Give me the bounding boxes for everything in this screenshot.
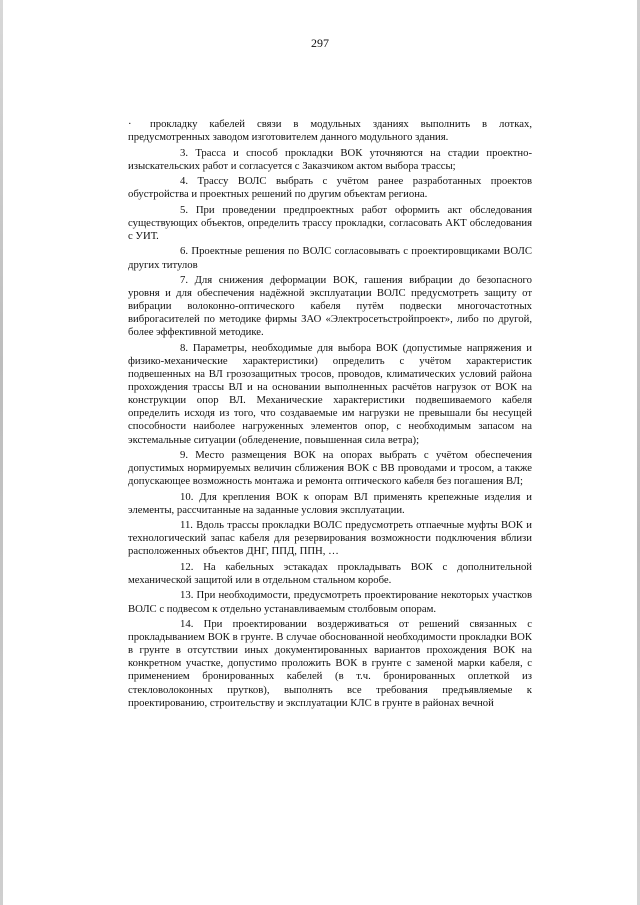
paragraph-6 [128,245,532,271]
paragraph-number: 7. [180,273,189,286]
paragraph-text: Параметры, необходимые для выбора ВОК (допустимые напряжения и физико-механические характеристики) определить с учётом характеристик подвешенных на ВЛ грозозащитных тросов, проводов, климатических условий района прохождения трассы ВЛ и на основании выполненных расчётов нагрузок от ВОК на конструкции опор ВЛ. Механические характеристики подвешиваемого кабеля определить исходя из того, что создаваемые им нагрузки не превышали бы несущей способности наиболее нагруженных элементов опор, с необходимым запасом на экстемальные ситуации (обледенение, повышенная сила ветра); [128,341,532,446]
page-number: 297 [311,36,329,50]
paragraph-12 [128,561,532,587]
paragraph-number: 14. [180,618,194,631]
paragraph-14 [128,618,532,710]
paragraph-number: 8. [180,341,189,354]
paragraph-text: Трасса и способ прокладки ВОК уточняются на стадии проектно-изыскательских работ и согласуется с Заказчиком актом выбора трассы; [128,146,533,172]
paragraph-text: Для крепления ВОК к опорам ВЛ применять крепежные изделия и элементы, рассчитанные на заданные условия эксплуатации. [128,490,532,516]
paragraph-number: 11. [180,519,193,532]
paragraph-number: 13. [180,589,194,602]
paragraph-11 [128,519,532,558]
paragraph-text: Проектные решения по ВОЛС согласовывать с проектировщиками ВОЛС других титулов [128,245,532,271]
paragraph-8 [128,342,532,447]
paragraph-number: 9. [180,448,189,461]
paragraph-text: При проведении предпроектных работ оформить акт обследования существующих объектов, определить трассу прокладки, согласовать АКТ обследования с УИТ. [128,203,532,242]
paragraph-5 [128,204,532,243]
paragraph-number: 4. [180,175,189,188]
paragraph-number: 5. [180,203,189,216]
paragraph-text: Место размещения ВОК на опорах выбрать с учётом обеспечения допустимых нормируемых величин сближения ВОК с ВВ проводами и тросом, а также допускающее возможность монтажа и ремонта оптического кабеля без погашения ВЛ; [128,448,533,488]
paragraph-text: Трассу ВОЛС выбрать с учётом ранее разработанных проектов обустройства и проектных решений по другим объектам региона. [128,175,533,201]
paragraph-7 [128,274,532,339]
paragraph-9 [128,449,532,488]
paragraph-text: При необходимости, предусмотреть проектирование некоторых участков ВОЛС с подвесом к отдельно устанавливаемым столбовым опорам. [128,589,533,615]
paragraph-number: 6. [180,245,189,258]
paragraph-number: 12. [180,560,194,573]
paragraph-text: прокладку кабелей связи в модульных зданиях выполнить в лотках, предусмотренных заводом изготовителем данного модульного здания. [128,118,532,144]
paragraph-continuation [128,118,532,144]
paragraph-number: 3. [180,146,189,159]
paragraph-text: На кабельных эстакадах прокладывать ВОК с дополнительной механической защитой или в отдельном стальном коробе. [128,560,533,586]
scan-edge-left [0,0,3,905]
paragraph-text: Вдоль трассы прокладки ВОЛС предусмотреть отпаечные муфты ВОК и технологический запас кабеля для резервирования возможности подключения вблизи расположенных объектов ДНГ, ППД, ППН, … [128,519,533,558]
opening-mark: · [128,118,132,130]
paragraph-text: При проектировании воздерживаться от решений связанных с прокладыванием ВОК в грунте. В случае обоснованной необходимости прокладки ВОК в грунте в отсутствии иных документированных вариантов прохождения ВОК на конкретном участке, допустимо проложить ВОК в грунте с заменой марки кабеля, с применением бронированных кабелей (в т.ч. бронированных оплеткой из стекловолоконных прутков), выполнять все требования предъявляемые к проектированию, строительству и эксплуатации КЛС в грунте в районах вечной [128,618,532,709]
paragraph-10 [128,491,532,517]
paragraph-4 [128,175,532,201]
paragraph-text: Для снижения деформации ВОК, гашения вибрации до безопасного уровня и для обеспечения надёжной эксплуатации ВОЛС предусмотреть защиту от вибрации волоконно-оптического кабеля путём подвески многочастотных виброгасителей по методике фирмы ЗАО «Электросетьстройпроект», либо по другой, более эффективной методике. [128,273,533,339]
paragraph-3 [128,147,532,173]
page-body [128,118,532,712]
paragraph-13 [128,589,532,615]
paragraph-number: 10. [180,490,194,503]
